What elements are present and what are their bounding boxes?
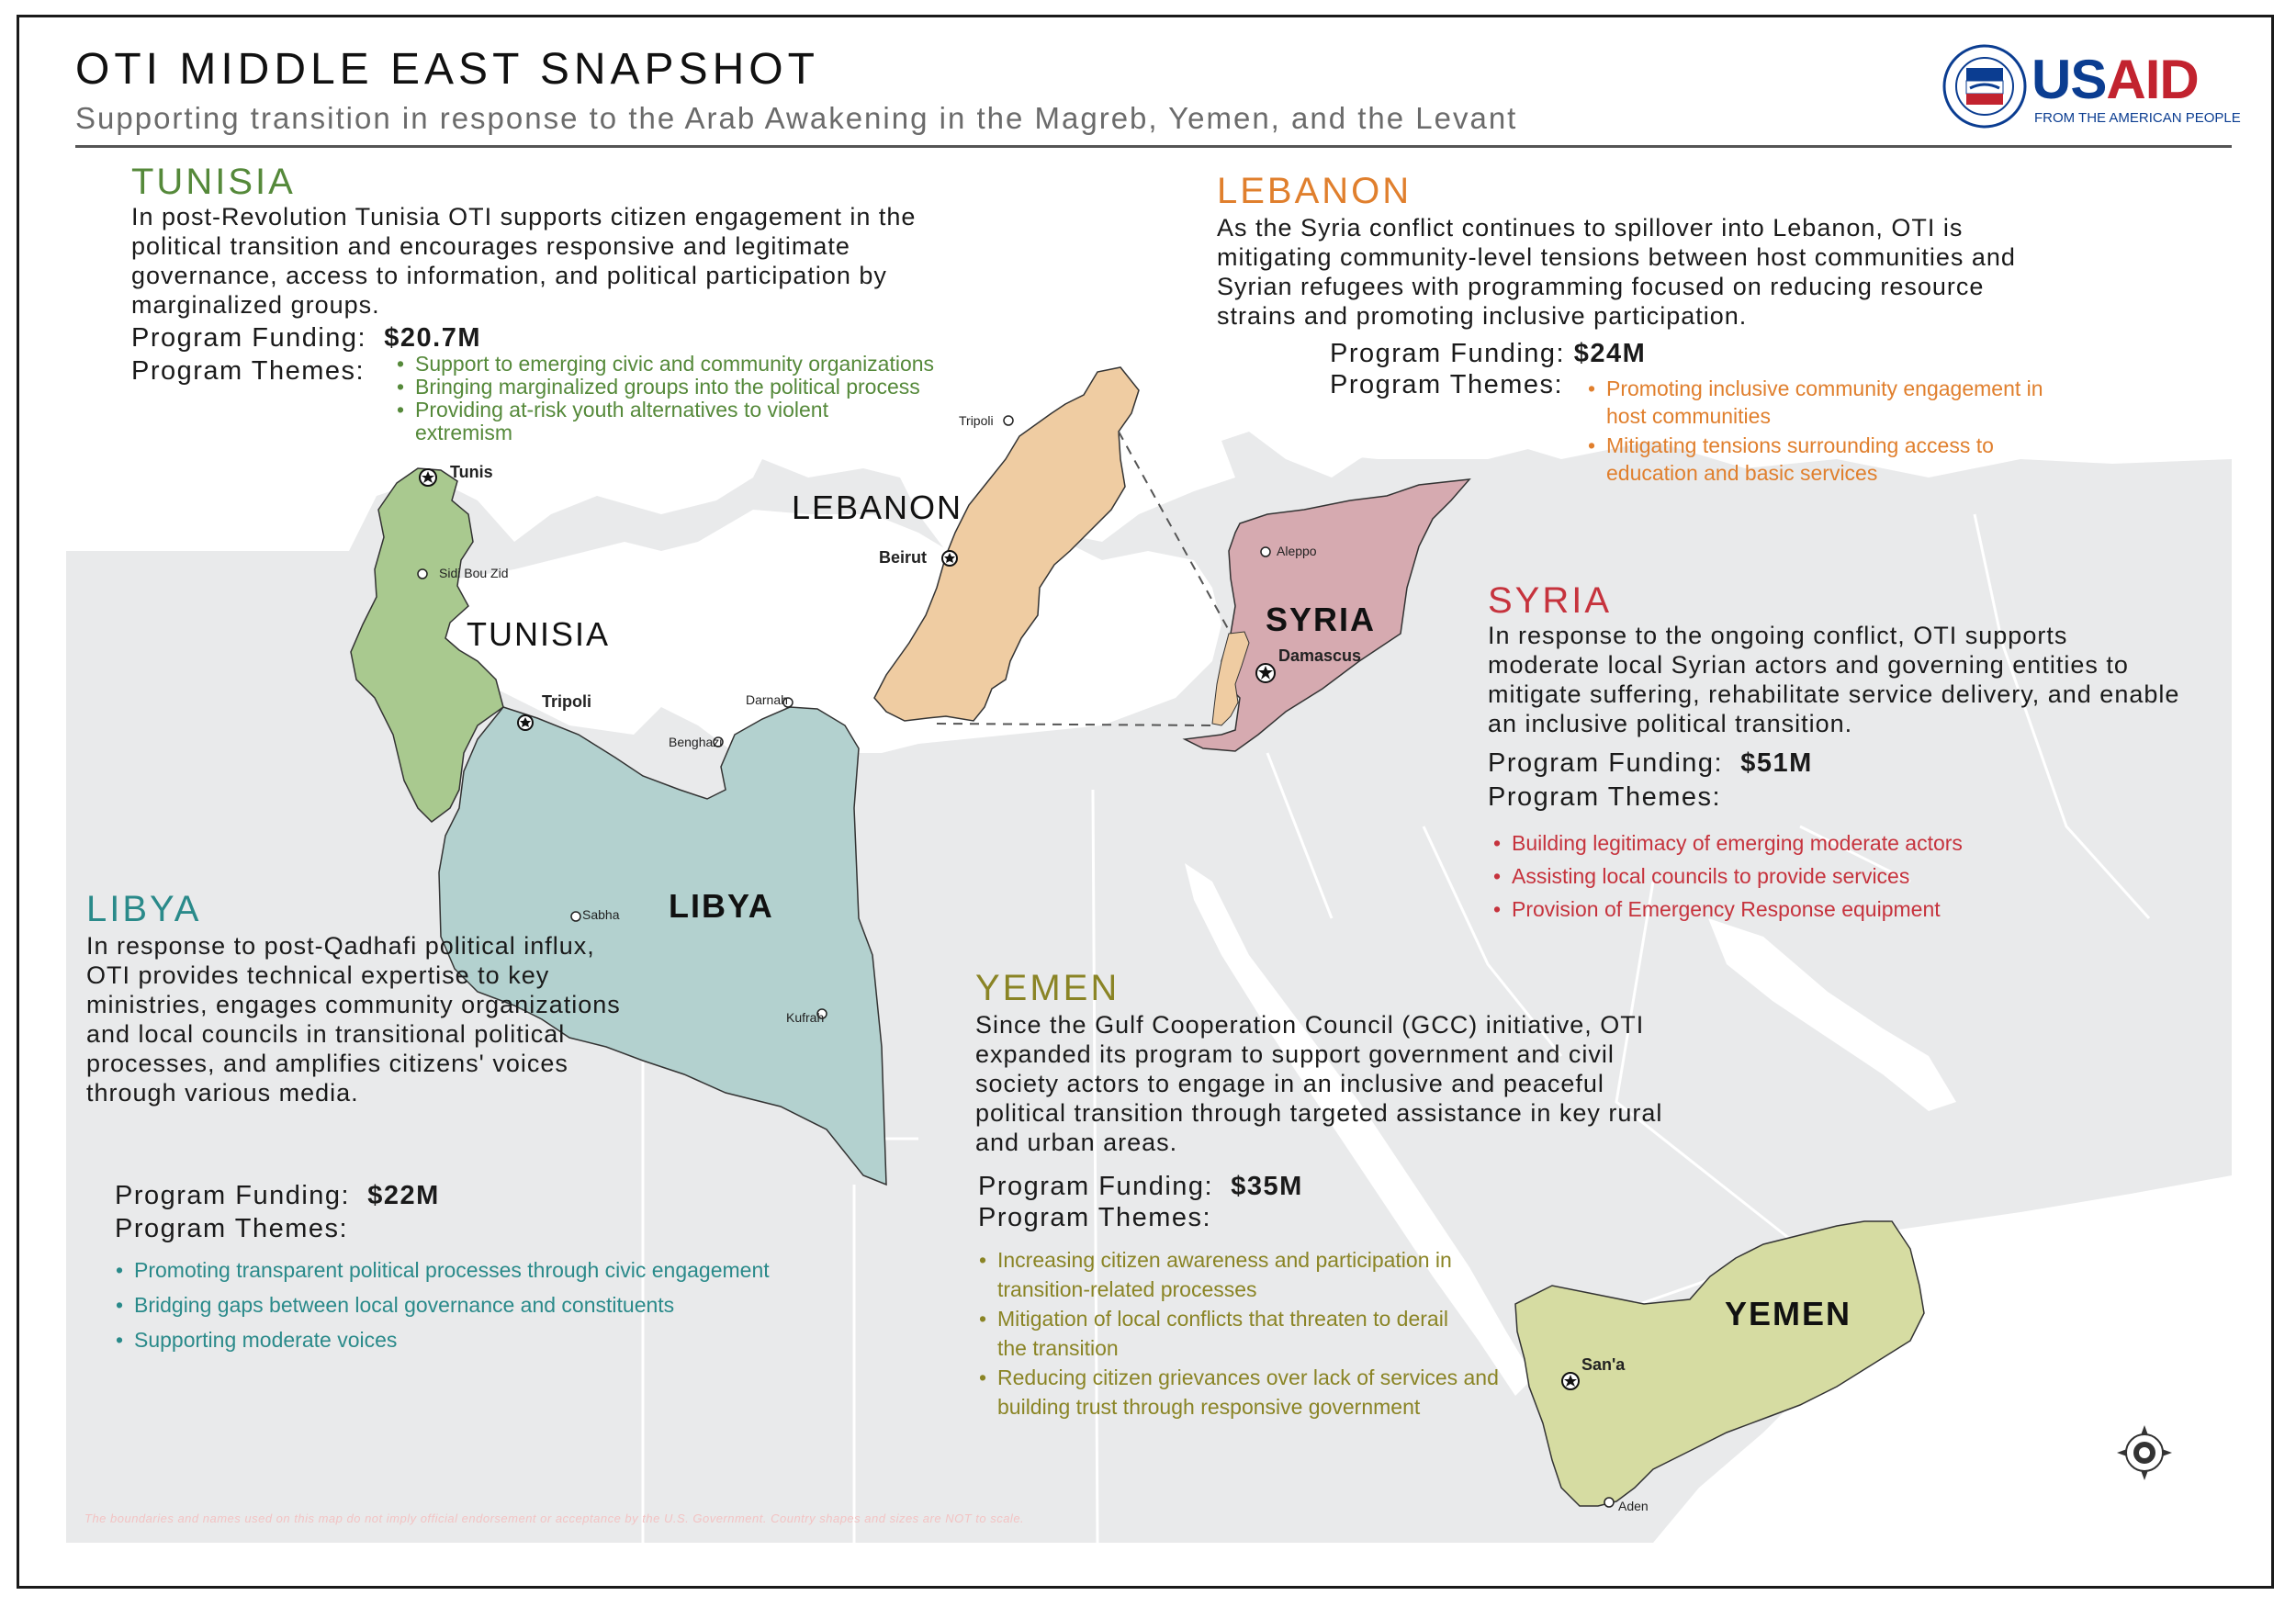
tunisia-themes-list: [393, 353, 1008, 444]
sidi-bouzid-label: Sidi Bou Zid: [439, 566, 509, 580]
libya-heading: LIBYA: [86, 889, 202, 929]
tunis-label: Tunis: [450, 463, 493, 481]
tripoli-libya-label: Tripoli: [542, 692, 591, 711]
sabha-label: Sabha: [582, 907, 620, 922]
aleppo-label: Aleppo: [1277, 544, 1317, 558]
beirut-capital-icon: [942, 551, 957, 566]
aden-marker: [1604, 1498, 1614, 1507]
black-sea: [1240, 404, 1561, 459]
aden-label: Aden: [1618, 1499, 1649, 1513]
lebanon-map-label: LEBANON: [792, 489, 963, 526]
lebanon-themes-label: Program Themes:: [1330, 370, 1564, 399]
syria-map-label: SYRIA: [1266, 601, 1377, 638]
page-title: OTI MIDDLE EAST SNAPSHOT: [75, 45, 819, 94]
yemen-themes-list: [975, 1245, 1545, 1422]
sidi-bouzid-marker: [418, 569, 427, 579]
tripoli-lebanon-label: Tripoli: [959, 413, 994, 428]
syria-themes-list: [1490, 826, 2188, 926]
darnah-label: Darnah: [746, 692, 788, 707]
map-disclaimer: The boundaries and names used on this map do not imply official endorsement or acceptance by the U.S. Government. Country shapes and sizes are NOT to scale.: [84, 1511, 1025, 1525]
damascus-capital-icon: [1256, 664, 1275, 682]
usaid-seal-icon: [1942, 44, 2027, 129]
tunisia-themes-label: Program Themes:: [131, 356, 366, 386]
header-divider: [75, 145, 2232, 148]
usaid-wordmark: USAID: [2032, 49, 2199, 110]
syria-heading: SYRIA: [1488, 580, 1613, 621]
tunisia-description: In post-Revolution Tunisia OTI supports citizen engagement in the political transition and encourages responsive and legitimate governance, access to information, and political participation by marginalized groups.: [131, 203, 917, 319]
syria-theme-item: • Assisting local councils to provide services: [1490, 860, 2188, 893]
yemen-themes-label: Program Themes:: [978, 1203, 1212, 1232]
sabha-marker: [571, 912, 580, 921]
yemen-map-label: YEMEN: [1725, 1295, 1852, 1332]
lebanon-heading: LEBANON: [1217, 171, 1412, 211]
page-subtitle: Supporting transition in response to the Arab Awakening in the Magreb, Yemen, and the Levant: [75, 101, 1518, 135]
libya-theme-item: • Supporting moderate voices: [112, 1322, 902, 1357]
yemen-theme-item: • Increasing citizen awareness and participation in transition-related processes: [975, 1245, 1493, 1304]
syria-funding: Program Funding: $51M: [1488, 748, 1813, 778]
tripoli-libya-capital-icon: [518, 715, 533, 730]
sana-label: San'a: [1581, 1355, 1626, 1374]
tunisia-map-label: TUNISIA: [467, 615, 611, 653]
lebanon-theme-item: • Promoting inclusive community engagement in host communities: [1584, 375, 2080, 430]
aleppo-marker: [1261, 547, 1270, 556]
lebanon-description: As the Syria conflict continues to spillover into Lebanon, OTI is mitigating community-level tensions between host communities and Syrian refugees with programming focused on reducing resource strains and promoting inclusive participation.: [1217, 214, 2016, 330]
lebanon-theme-item: • Mitigating tensions surrounding access to education and basic services: [1584, 432, 2080, 487]
yemen-heading: YEMEN: [975, 968, 1120, 1008]
tunis-capital-icon: [420, 469, 436, 486]
benghazi-label: Benghazi: [669, 735, 723, 749]
usaid-logo: [1942, 44, 2241, 136]
syria-themes-label: Program Themes:: [1488, 782, 1722, 812]
syria-theme-item: • Building legitimacy of emerging moderate actors: [1490, 826, 2188, 860]
syria-theme-item: • Provision of Emergency Response equipment: [1490, 893, 2188, 926]
tunisia-theme-item: • Bringing marginalized groups into the political process: [393, 376, 1008, 399]
yemen-funding: Program Funding: $35M: [978, 1172, 1303, 1201]
libya-map-label: LIBYA: [669, 887, 774, 925]
libya-theme-item: • Promoting transparent political processes through civic engagement: [112, 1253, 902, 1287]
sana-capital-icon: [1562, 1373, 1579, 1389]
tunisia-funding: Program Funding: $20.7M: [131, 323, 481, 353]
syria-description: In response to the ongoing conflict, OTI supports moderate local Syrian actors and governing entities to mitigate suffering, rehabilitate service delivery, and enable an inclusive political transition.: [1488, 622, 2180, 737]
libya-description: In response to post-Qadhafi political influx, OTI provides technical expertise to key ministries, engages community organizations and local councils in transitional political processes, and amplifies citizens' voices through various media.: [86, 932, 621, 1107]
yemen-description: Since the Gulf Cooperation Council (GCC) initiative, OTI expanded its program to support government and civil society actors to engage in an inclusive and peaceful political transition through targeted assistance in key rural and urban areas.: [975, 1011, 1663, 1156]
tunisia-theme-item: • Support to emerging civic and community organizations: [393, 353, 1008, 376]
damascus-label: Damascus: [1278, 646, 1362, 665]
libya-theme-item: • Bridging gaps between local governance and constituents: [112, 1287, 902, 1322]
tunisia-heading: TUNISIA: [131, 162, 296, 202]
lebanon-funding: Program Funding: $24M: [1330, 339, 1647, 368]
kufrah-label: Kufrah: [786, 1010, 825, 1025]
beirut-label: Beirut: [879, 548, 928, 567]
tunisia-theme-item: • Providing at-risk youth alternatives to violent extremism: [393, 399, 893, 444]
yemen-theme-item: • Reducing citizen grievances over lack of services and building trust through responsive government: [975, 1363, 1545, 1422]
yemen-theme-item: • Mitigation of local conflicts that threaten to derail the transition: [975, 1304, 1475, 1363]
libya-themes-list: [112, 1253, 902, 1357]
libya-themes-label: Program Themes:: [115, 1214, 349, 1243]
libya-funding: Program Funding: $22M: [115, 1181, 440, 1210]
usaid-tagline: FROM THE AMERICAN PEOPLE: [2034, 110, 2241, 126]
lebanon-themes-list: [1584, 375, 2080, 487]
